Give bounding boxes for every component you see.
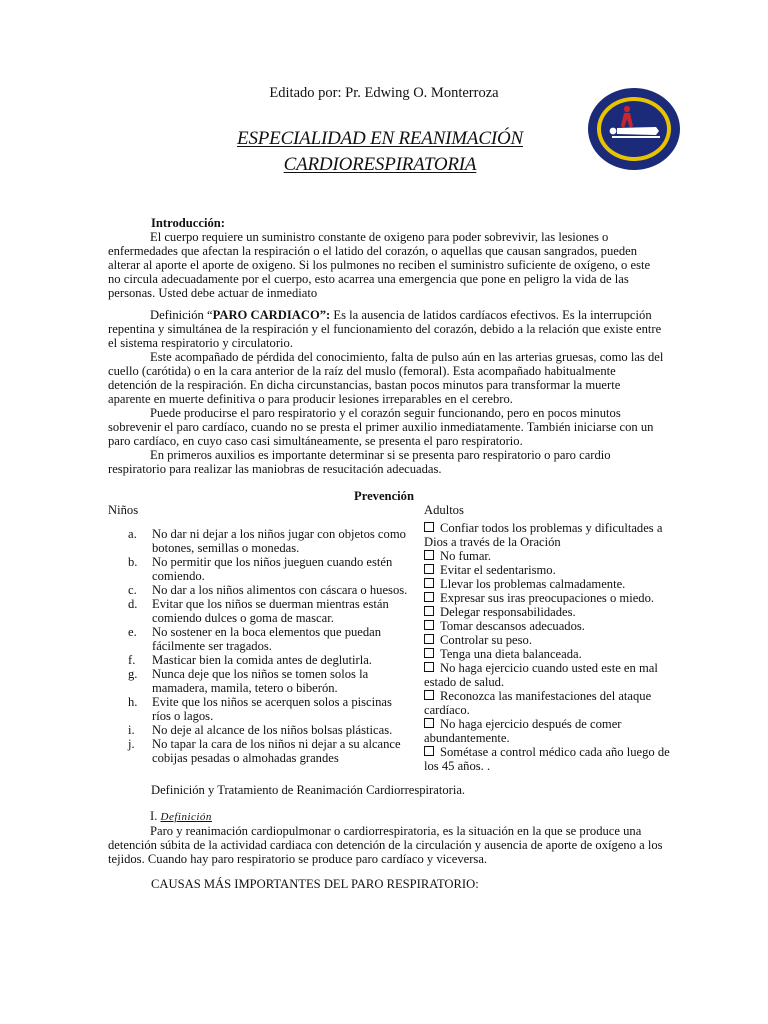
list-item-text: No fumar. <box>440 549 492 563</box>
list-item-text: No dar ni dejar a los niños jugar con objetos como botones, semillas o monedas. <box>152 527 406 555</box>
document-title <box>160 126 600 178</box>
prevention-heading: Prevención <box>354 489 414 503</box>
list-item-text: No dar a los niños alimentos con cáscara o huesos. <box>152 583 408 597</box>
list-item <box>424 577 670 591</box>
list-item-text: Tenga una dieta balanceada. <box>440 647 582 661</box>
checkbox-bullet-icon <box>424 592 434 602</box>
list-item-text: Delegar responsabilidades. <box>440 605 576 619</box>
list-item <box>108 597 408 625</box>
definition-lead: Definición “ <box>150 308 213 322</box>
definition-text: Es la ausencia de latidos cardíacos efectivos. Es la interrupción repentina y simultánea de la respiración y el funcionamiento del corazón, debido a la relación que existe entre el sistema respiratorio y circulatorio. <box>108 308 662 350</box>
rescuer-head <box>624 106 630 112</box>
list-item <box>108 555 408 583</box>
checkbox-bullet-icon <box>424 634 434 644</box>
list-item-text: Tomar descansos adecuados. <box>440 619 585 633</box>
checkbox-bullet-icon <box>424 648 434 658</box>
checkbox-bullet-icon <box>424 522 434 532</box>
treatment-heading: Definición y Tratamiento de Reanimación Cardiorrespiratoria. <box>151 783 466 797</box>
checkbox-bullet-icon <box>424 578 434 588</box>
list-item <box>108 737 408 765</box>
definition-paragraph-2: Este acompañado de pérdida del conocimiento, falta de pulso aún en las arterias gruesas, como las del cuello (carótida) o en la cara anterior de la raíz del muslo (femoral). Esta acompañado habitualmente detención de la respiración. En dicha circunstancias, bastan pocos minutos para transformar la muerte aparente en muerte definitiva o para producir lesiones irreparables en el cerebro. <box>108 350 664 406</box>
list-marker: a. <box>128 527 137 541</box>
list-item-text: No tapar la cara de los niños ni dejar a su alcance cobijas pesadas o almohadas grandes <box>152 737 401 765</box>
list-item <box>424 605 670 619</box>
list-marker: d. <box>128 597 138 611</box>
list-item-text: Confiar todos los problemas y dificultades a Dios a través de la Oración <box>424 521 663 549</box>
list-item <box>424 689 670 717</box>
list-item <box>424 633 670 647</box>
list-item-text: Reconozca las manifestaciones del ataque cardíaco. <box>424 689 652 717</box>
intro-text: El cuerpo requiere un suministro constante de oxigeno para poder sobrevivir, las lesiones o enfermedades que afectan la respiración o el latido del corazón, o aquellas que causan sangrados, pueden alterar al aporte el aporte de oxigeno. Si los pulmones no reciben el suministro suficiente de oxígeno, o este no circula adecuadamente por el cuerpo, esto acarrea una emergencia que pone en peligro la vida de las personas. Usted debe actuar de inmediato <box>108 230 651 300</box>
checkbox-bullet-icon <box>424 606 434 616</box>
definition-subsection <box>108 809 664 866</box>
ground-line <box>612 136 660 138</box>
list-item-text: Controlar su peso. <box>440 633 532 647</box>
patient-head <box>610 128 617 135</box>
adults-prevention-list <box>424 521 670 773</box>
patient-body <box>617 127 659 135</box>
treatment-paragraph: Paro y reanimación cardiopulmonar o cardiorrespiratoria, es la situación en la que se produce una detención súbita de la actividad cardiaca con detención de la circulación y ausencia de aporte de oxígeno a los tejidos. Cuando hay paro respiratorio se produce paro cardíaco y viceversa. <box>108 824 663 866</box>
list-marker: h. <box>128 695 138 709</box>
checkbox-bullet-icon <box>424 746 434 756</box>
subsection-heading <box>108 809 664 824</box>
checkbox-bullet-icon <box>424 620 434 630</box>
definition-term: PARO CARDIACO”: <box>212 308 331 322</box>
kids-prevention-list <box>108 527 408 765</box>
definition-paragraph-3: Puede producirse el paro respiratorio y el corazón seguir funcionando, pero en pocos minutos sobrevenir el paro cardíaco, cuando no se presta el primer auxilio inmediatamente. También iniciarse con un paro cardíaco, en cuyo caso casi simultáneamente, se presenta el paro respiratorio. <box>108 406 654 448</box>
checkbox-bullet-icon <box>424 550 434 560</box>
list-item <box>424 661 670 689</box>
checkbox-bullet-icon <box>424 718 434 728</box>
list-item-text: No sostener en la boca elementos que puedan fácilmente ser tragados. <box>152 625 382 653</box>
list-item <box>108 667 408 695</box>
list-item-text: Expresar sus iras preocupaciones o miedo. <box>440 591 655 605</box>
adults-column-heading: Adultos <box>424 503 464 517</box>
list-item-text: Llevar los problemas calmadamente. <box>440 577 626 591</box>
list-item-text: No haga ejercicio cuando usted este en mal estado de salud. <box>424 661 658 689</box>
list-marker: b. <box>128 555 138 569</box>
list-marker: i. <box>128 723 135 737</box>
list-item <box>108 625 408 653</box>
intro-paragraph <box>108 230 664 300</box>
editor-credit: Editado por: Pr. Edwing O. Monterroza <box>269 85 499 101</box>
list-item-text: Nunca deje que los niños se tomen solos la mamadera, mamila, tetero o biberón. <box>152 667 369 695</box>
list-marker: c. <box>128 583 137 597</box>
list-marker: g. <box>128 667 138 681</box>
definition-paragraph-1 <box>108 308 664 350</box>
definition-paragraph-4: En primeros auxilios es importante determinar si se presenta paro respiratorio o paro cardio respiratorio para realizar las maniobras de resucitación adecuadas. <box>108 448 611 476</box>
list-item <box>108 723 408 737</box>
list-item <box>424 745 670 773</box>
checkbox-bullet-icon <box>424 564 434 574</box>
title-line-2: CARDIORESPIRATORIA <box>283 154 477 175</box>
list-item <box>424 521 670 549</box>
list-item <box>424 549 670 563</box>
list-item-text: No permitir que los niños jueguen cuando estén comiendo. <box>152 555 393 583</box>
definition-section <box>108 308 664 476</box>
list-item <box>424 717 670 745</box>
subsection-title: Definición <box>160 811 212 823</box>
list-marker: j. <box>128 737 135 751</box>
checkbox-bullet-icon <box>424 690 434 700</box>
cpr-badge-icon <box>586 86 682 172</box>
list-item <box>108 527 408 555</box>
list-item-text: Evitar que los niños se duerman mientras están comiendo dulces o goma de mascar. <box>152 597 389 625</box>
list-item <box>424 619 670 633</box>
intro-heading: Introducción: <box>151 216 225 230</box>
list-marker: f. <box>128 653 136 667</box>
list-item-text: Masticar bien la comida antes de deglutirla. <box>152 653 372 667</box>
list-item-text: Sométase a control médico cada año luego de los 45 años. . <box>424 745 670 773</box>
checkbox-bullet-icon <box>424 662 434 672</box>
list-item <box>108 695 408 723</box>
list-marker: e. <box>128 625 137 639</box>
list-item-text: Evitar el sedentarismo. <box>440 563 556 577</box>
list-item <box>108 583 408 597</box>
list-item <box>424 563 670 577</box>
list-item-text: No haga ejercicio después de comer abundantemente. <box>424 717 622 745</box>
list-item-text: No deje al alcance de los niños bolsas plásticas. <box>152 723 393 737</box>
roman-numeral: I. <box>150 809 161 823</box>
list-item-text: Evite que los niños se acerquen solos a piscinas ríos o lagos. <box>152 695 392 723</box>
title-line-1: ESPECIALIDAD EN REANIMACIÓN <box>237 128 523 149</box>
list-item <box>108 653 408 667</box>
list-item <box>424 647 670 661</box>
causes-heading: CAUSAS MÁS IMPORTANTES DEL PARO RESPIRATORIO: <box>151 877 479 891</box>
list-item <box>424 591 670 605</box>
kids-column-heading: Niños <box>108 503 139 517</box>
